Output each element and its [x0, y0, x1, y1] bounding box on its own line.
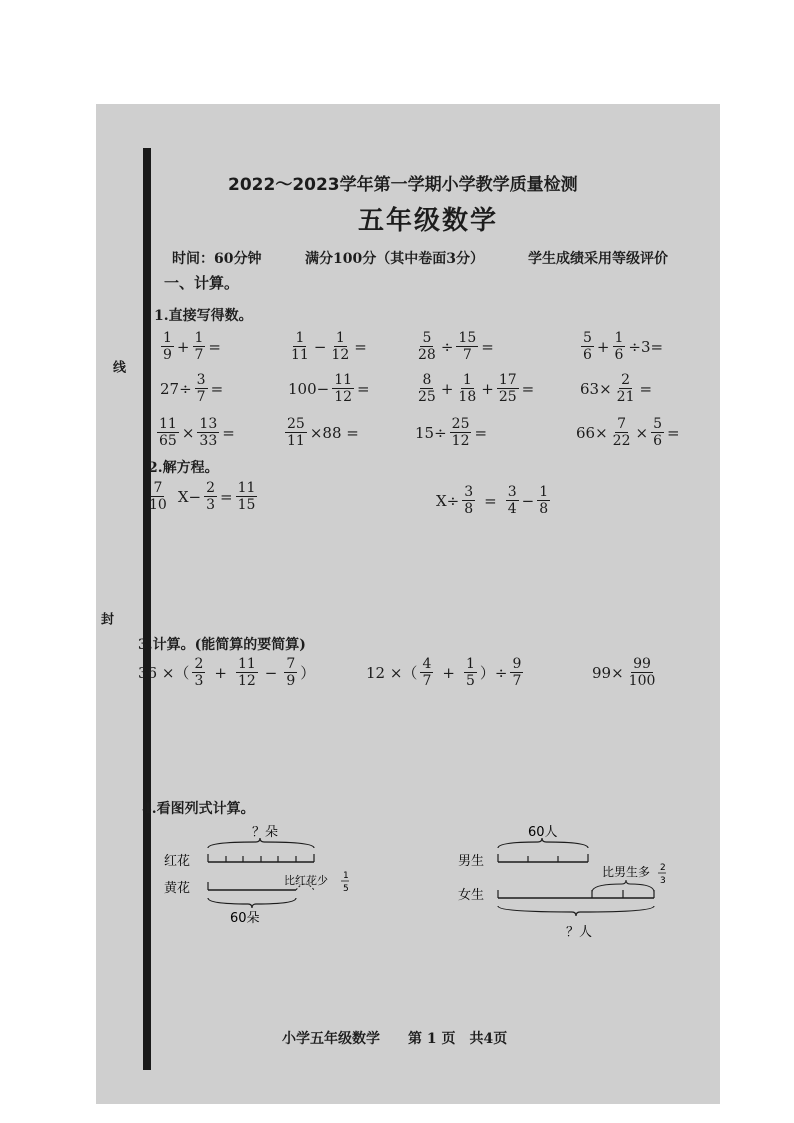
question-4-title: 4.看图列式计算。	[142, 801, 255, 817]
exam-title: 2022～2023学年第一学期小学教学质量检测	[228, 175, 578, 195]
more-note: 比男生多	[602, 865, 651, 879]
problem-2c: 8 25 + $\frac{1}{18}$ + $\frac{17}{25}$ =	[418, 372, 535, 405]
page-footer: 小学五年级数学 第 1 页 共4页	[282, 1031, 508, 1047]
margin-label-seal: 封	[98, 612, 113, 625]
subject-title: 五年级数学	[358, 206, 499, 236]
question-2-title: 2.解方程。	[148, 460, 219, 476]
calc-a: 36 ×（ 2 3 + $\frac{11}{12}$ − $\frac{7}{9}$ ）	[138, 656, 316, 689]
score-info: 满分100分（其中卷面3分）	[305, 251, 484, 267]
time-info: 时间：60分钟	[172, 251, 262, 267]
question-1-title: 1.直接写得数。	[154, 308, 253, 324]
boys-label: 男生	[458, 854, 485, 869]
calc-c: 99× $\frac{99}{100}$	[592, 656, 656, 689]
problem-3d: 66× $\frac{7}{22}$ × $\frac{5}{6}$ =	[576, 416, 680, 449]
diagram-top-label: ？朵	[252, 825, 279, 840]
svg-text:3: 3	[660, 876, 666, 886]
problem-2a: 27÷ $\frac{3}{7}$ =	[160, 372, 224, 405]
binding-margin-line	[143, 148, 151, 1070]
girls-ticks	[498, 890, 654, 898]
equation-1: 7 10 X− $\frac{2}{3}$ = $\frac{11}{15}$	[149, 480, 256, 513]
problem-3c: 15÷ $\frac{25}{12}$ =	[415, 416, 488, 449]
yellow-flower-label: 黄花	[164, 881, 191, 896]
calc-b: 12 ×（ 4 7 + $\frac{1}{5}$ ）÷ $\frac{9}{7}$	[366, 656, 522, 689]
diagram-bottom-label: ？人	[566, 925, 593, 940]
question-3-title: 3.计算。(能简算的要简算)	[138, 637, 306, 653]
svg-text:5: 5	[343, 884, 349, 894]
girls-label: 女生	[458, 888, 485, 903]
problem-1d: 5 6 + $\frac{1}{6}$ ÷3=	[583, 330, 664, 363]
left-line-diagram	[160, 818, 370, 936]
problem-2b: 100− $\frac{11}{12}$ =	[288, 372, 370, 405]
margin-label-line: 线	[110, 360, 125, 373]
less-note: 比红花少	[284, 874, 328, 887]
section-title: 一、计算。	[164, 274, 240, 292]
red-ticks	[208, 854, 314, 862]
problem-3b: $\frac{25}{11}$ ×88 =	[287, 416, 359, 449]
equation-2: X÷ $\frac{3}{8}$ = $\frac{3}{4}$ − $\frac{1}{8}$	[436, 484, 549, 517]
svg-text:1: 1	[343, 871, 349, 881]
boys-ticks	[498, 854, 588, 862]
right-line-diagram	[456, 818, 670, 942]
grading-info: 学生成绩采用等级评价	[528, 251, 668, 267]
problem-2d: 63× $\frac{2}{21}$ =	[580, 372, 653, 405]
diagram-bottom-label: 60朵	[230, 911, 260, 926]
red-flower-label: 红花	[164, 854, 191, 869]
problem-1c: $\frac{5}{28}$ ÷ $\frac{15}{7}$ =	[418, 330, 494, 363]
svg-text:2: 2	[660, 863, 666, 873]
problem-1b: 1 11 − $\frac{1}{12}$ =	[291, 330, 367, 363]
diagram-top-label: 60人	[528, 825, 558, 840]
problem-1a: 1 9 + $\frac{1}{7}$ =	[163, 330, 221, 363]
bottom-brace	[498, 906, 654, 916]
problem-3a: $\frac{11}{65}$ × $\frac{13}{33}$ =	[159, 416, 235, 449]
bottom-brace	[208, 898, 296, 908]
